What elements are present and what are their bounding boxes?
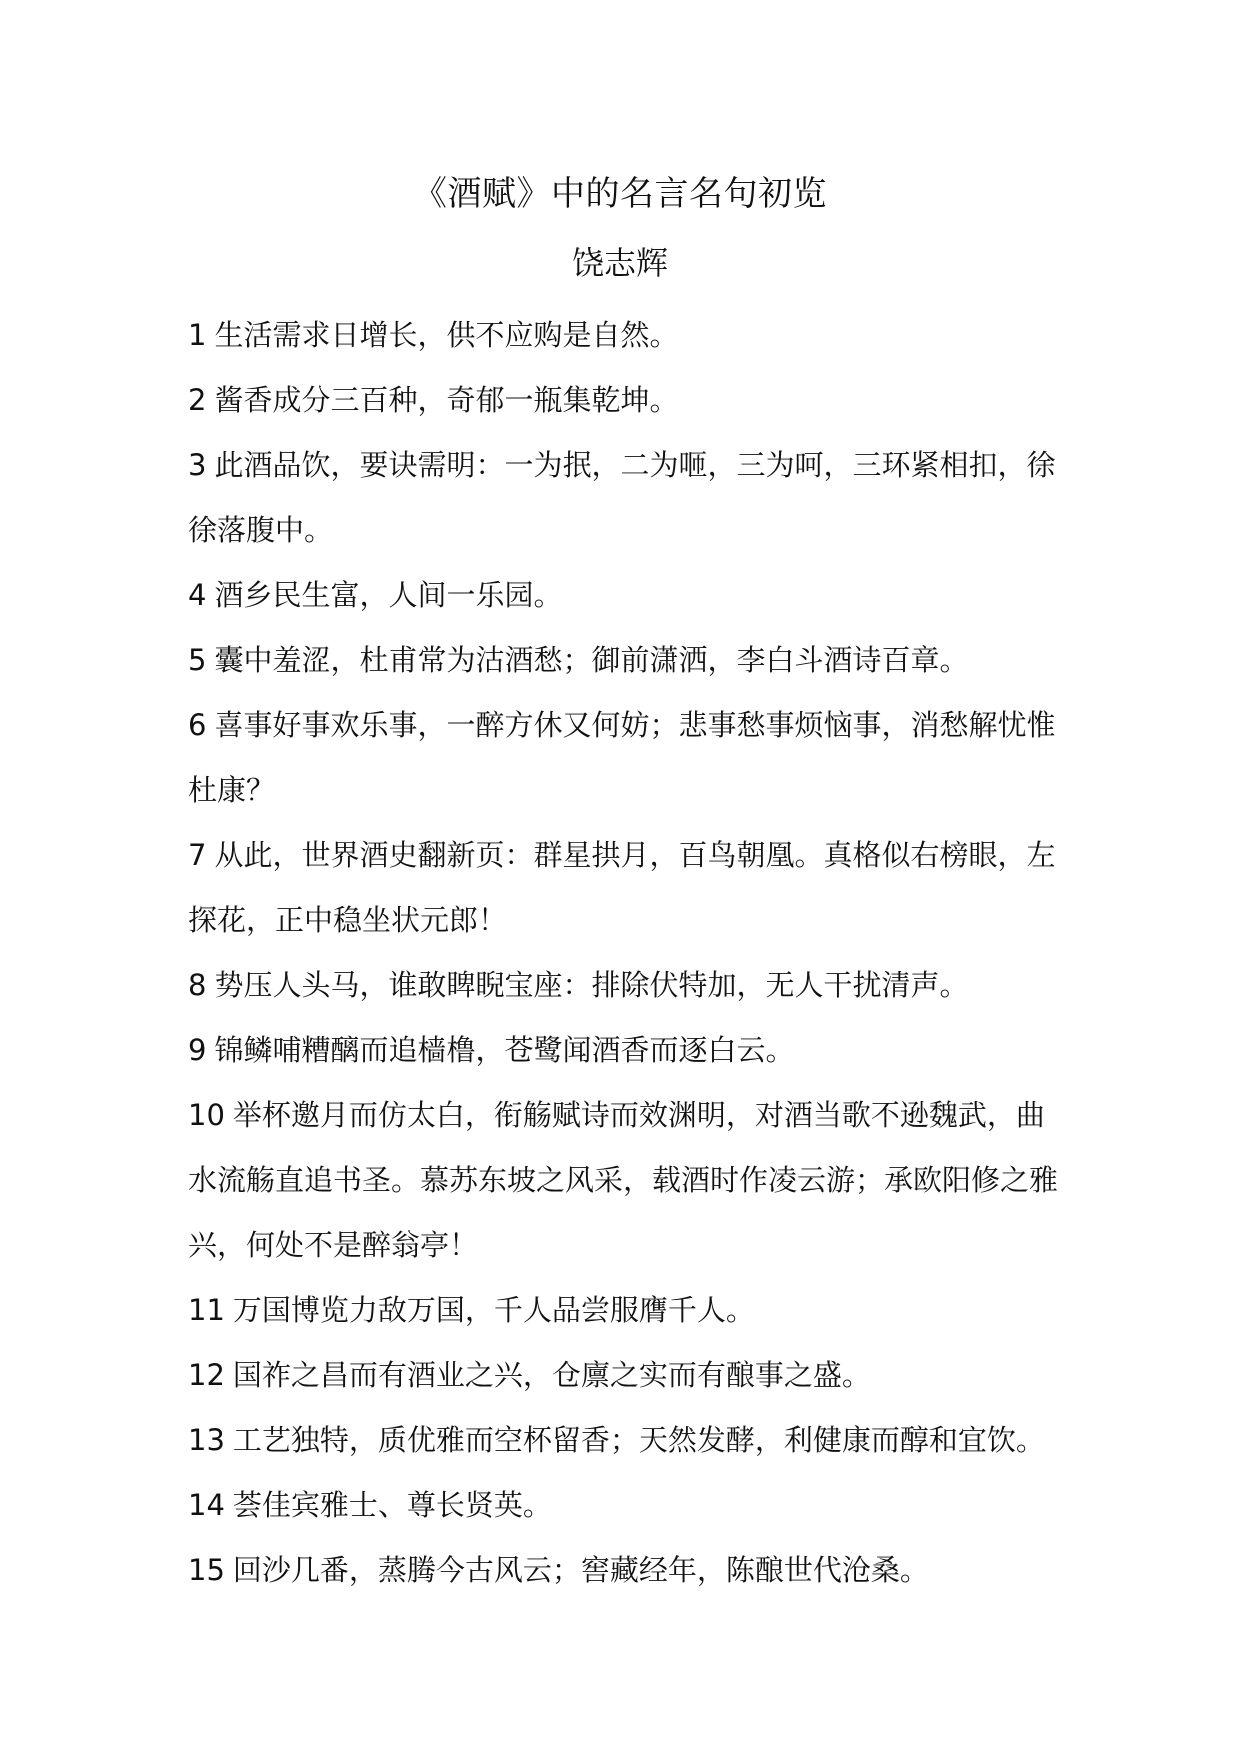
quote-text: 工艺独特，质优雅而空杯留香；天然发酵，利健康而醇和宜饮。 [232,1423,1045,1457]
quote-number: 9 [188,1033,207,1067]
quote-list [188,303,1058,1603]
quote-item [188,628,1058,693]
quote-item [188,823,1058,953]
quote-number: 5 [188,643,207,677]
quote-text: 喜事好事欢乐事，一醉方休又何妨；悲事愁事烦恼事，消愁解忧惟杜康？ [188,708,1056,807]
quote-item [188,1343,1058,1408]
quote-text: 举杯邀月而仿太白，衔觞赋诗而效渊明，对酒当歌不逊魏武，曲水流觞直追书圣。慕苏东坡之风采，载酒时作凌云游；承欧阳修之雅兴，何处不是醉翁亭！ [188,1098,1059,1262]
quote-number: 15 [188,1553,225,1587]
document-author: 饶志辉 [571,244,668,282]
quote-text: 酱香成分三百种，奇郁一瓶集乾坤。 [214,383,679,417]
quote-number: 13 [188,1423,225,1457]
quote-item [188,693,1058,823]
quote-item [188,1018,1058,1083]
quote-text: 回沙几番，蒸腾今古风云；窖藏经年，陈酿世代沧桑。 [232,1553,929,1587]
quote-number: 14 [188,1488,225,1522]
document-title: 《酒赋》中的名言名句初览 [413,174,827,214]
quote-text: 此酒品饮，要诀需明：一为抿，二为咂，三为呵，三环紧相扣，徐徐落腹中。 [188,448,1056,547]
quote-item [188,1083,1058,1278]
quote-number: 1 [188,318,207,352]
quote-number: 2 [188,383,207,417]
quote-text: 万国博览力敌万国，千人品尝服膺千人。 [232,1293,755,1327]
quote-number: 12 [188,1358,225,1392]
quote-text: 势压人头马，谁敢睥睨宝座：排除伏特加，无人干扰清声。 [214,968,969,1002]
quote-number: 3 [188,448,207,482]
quote-item [188,303,1058,368]
quote-number: 6 [188,708,207,742]
quote-number: 7 [188,838,207,872]
quote-item [188,1278,1058,1343]
quote-text: 生活需求日增长，供不应购是自然。 [214,318,679,352]
quote-text: 从此，世界酒史翻新页：群星拱月，百鸟朝凰。真格似右榜眼，左探花，正中稳坐状元郎！ [188,838,1056,937]
quote-item [188,368,1058,433]
quote-item [188,433,1058,563]
quote-item [188,1408,1058,1473]
quote-text: 酒乡民生富，人间一乐园。 [214,578,563,612]
quote-number: 10 [188,1098,225,1132]
quote-number: 8 [188,968,207,1002]
quote-text: 囊中羞涩，杜甫常为沽酒愁；御前潇洒，李白斗酒诗百章。 [214,643,969,677]
quote-item [188,563,1058,628]
quote-item [188,953,1058,1018]
quote-number: 4 [188,578,207,612]
quote-item [188,1538,1058,1603]
quote-text: 锦鳞哺糟醨而追樯橹，苍鹭闻酒香而逐白云。 [214,1033,795,1067]
quote-text: 国祚之昌而有酒业之兴，仓廪之实而有酿事之盛。 [232,1358,871,1392]
quote-text: 荟佳宾雅士、尊长贤英。 [232,1488,552,1522]
quote-number: 11 [188,1293,225,1327]
quote-item [188,1473,1058,1538]
